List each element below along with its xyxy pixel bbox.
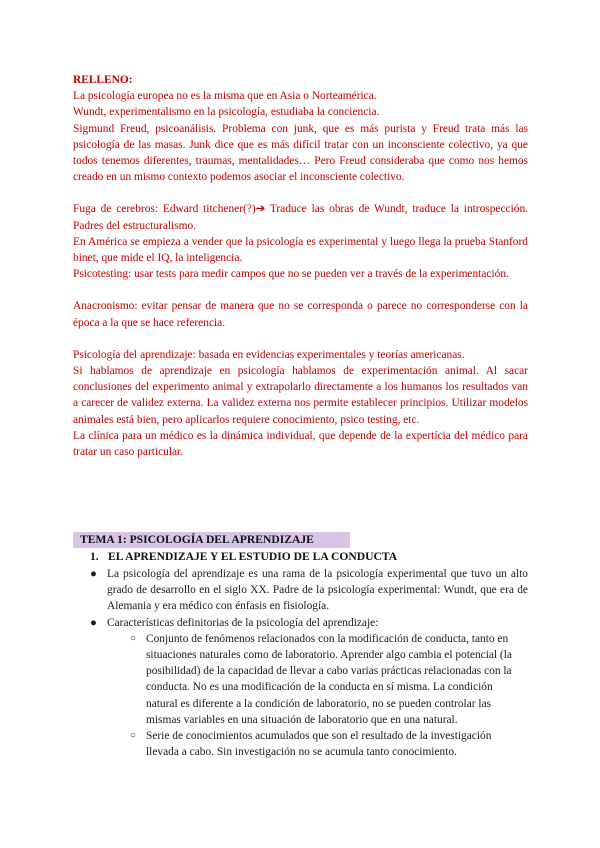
list-item xyxy=(90,615,528,631)
list-item-text: La psicología del aprendizaje es una rama de la psicología experimental que tuvo un alto grado de desarrollo en el siglo XX. Padre de la psicología experimental: Wundt, que era de Alemania y era médico con énfasis en fisiología. xyxy=(107,568,528,613)
note-paragraph: Wundt, experimentalismo en la psicología, estudiaba la conciencia. xyxy=(73,106,380,119)
note-paragraph: Sigmund Freud, psicoanálisis. Problema con junk, que es más purista y Freud trata más las psicología de las masas. Junk dice que es más difícil tratar con un inconsciente colectivo, ya que todos tenemos diferentes, traumas, mentalidades… Pero Freud consideraba que como nos hemos creado en un mismo contexto podemos asociar el inconsciente colectivo. xyxy=(73,122,528,184)
relleno-notes xyxy=(73,72,528,460)
note-paragraph: Anacronismo: evitar pensar de manera que no se corresponda o parece no corresponderse con la época a la que se hace referencia. xyxy=(73,300,528,329)
tema-heading: TEMA 1: PSICOLOGÍA DEL APRENDIZAJE xyxy=(73,532,350,548)
bullet-icon: ● xyxy=(90,616,97,629)
note-paragraph: La clínica para un médico es la dinámica individual, que depende de la expertícia del médico para tratar un caso particular. xyxy=(73,429,528,459)
note-paragraph: Fuga de cerebros: Edward titchener(?)➔ Traduce las obras de Wundt, traduce la introspección. Padres del estructuralismo. xyxy=(73,203,528,232)
sub-bullet-icon: ○ xyxy=(130,730,137,742)
note-paragraph: La psicología europea no es la misma que en Asia o Norteamérica. xyxy=(73,90,377,103)
sub-list-item xyxy=(90,728,528,760)
sub-list-item-text: Conjunto de fenómenos relacionados con la modificación de conducta, tanto en situaciones naturales como de laboratorio. Aprender algo cambia el potencial (la posibilidad) de la capacidad de llevar a cabo varias prácticas relacionadas con la conducta. No es una modificación de la conducta en sí misma. La condición natural es diferente a la condición de laboratorio, no se pueden controlar las mismas variables en una situación de laboratorio que en una natural. xyxy=(146,632,512,726)
bullet-list xyxy=(90,566,528,760)
sub-list-item xyxy=(90,631,528,728)
note-paragraph: Si hablamos de aprendizaje en psicología hablamos de experimentación animal. Al sacar conclusiones del experimento animal y extrapolarlo directamente a los humanos los resultados van a carecer de validez externa. La validez externa nos permite establecer principios. Utilizar modelos animales está bien, pero aplicarlos requiere conocimiento, psico testing, etc. xyxy=(73,365,528,426)
sub-bullet-icon: ○ xyxy=(130,632,137,644)
section-heading xyxy=(90,549,397,565)
note-paragraph: Psicotesting: usar tests para medir campos que no se pueden ver a través de la experimentación. xyxy=(73,268,509,281)
bullet-icon: ● xyxy=(90,568,97,580)
note-paragraph: En América se empieza a vender que la psicología es experimental y luego llega la prueba Stanford binet, que mide el IQ, la inteligencia. xyxy=(73,235,528,265)
list-item xyxy=(90,566,528,615)
section-title: EL APRENDIZAJE Y EL ESTUDIO DE LA CONDUCTA xyxy=(108,550,398,563)
sub-list-item-text: Serie de conocimientos acumulados que son el resultado de la investigación llevada a cabo. Sin investigación no se acumula tanto conocimiento. xyxy=(146,730,492,759)
note-paragraph: Psicología del aprendizaje: basada en evidencias experimentales y teorías americanas. xyxy=(73,348,465,361)
section-number: 1. xyxy=(90,550,99,563)
list-item-text: Características definitorias de la psicología del aprendizaje: xyxy=(107,616,379,629)
relleno-title: RELLENO: xyxy=(73,74,133,86)
